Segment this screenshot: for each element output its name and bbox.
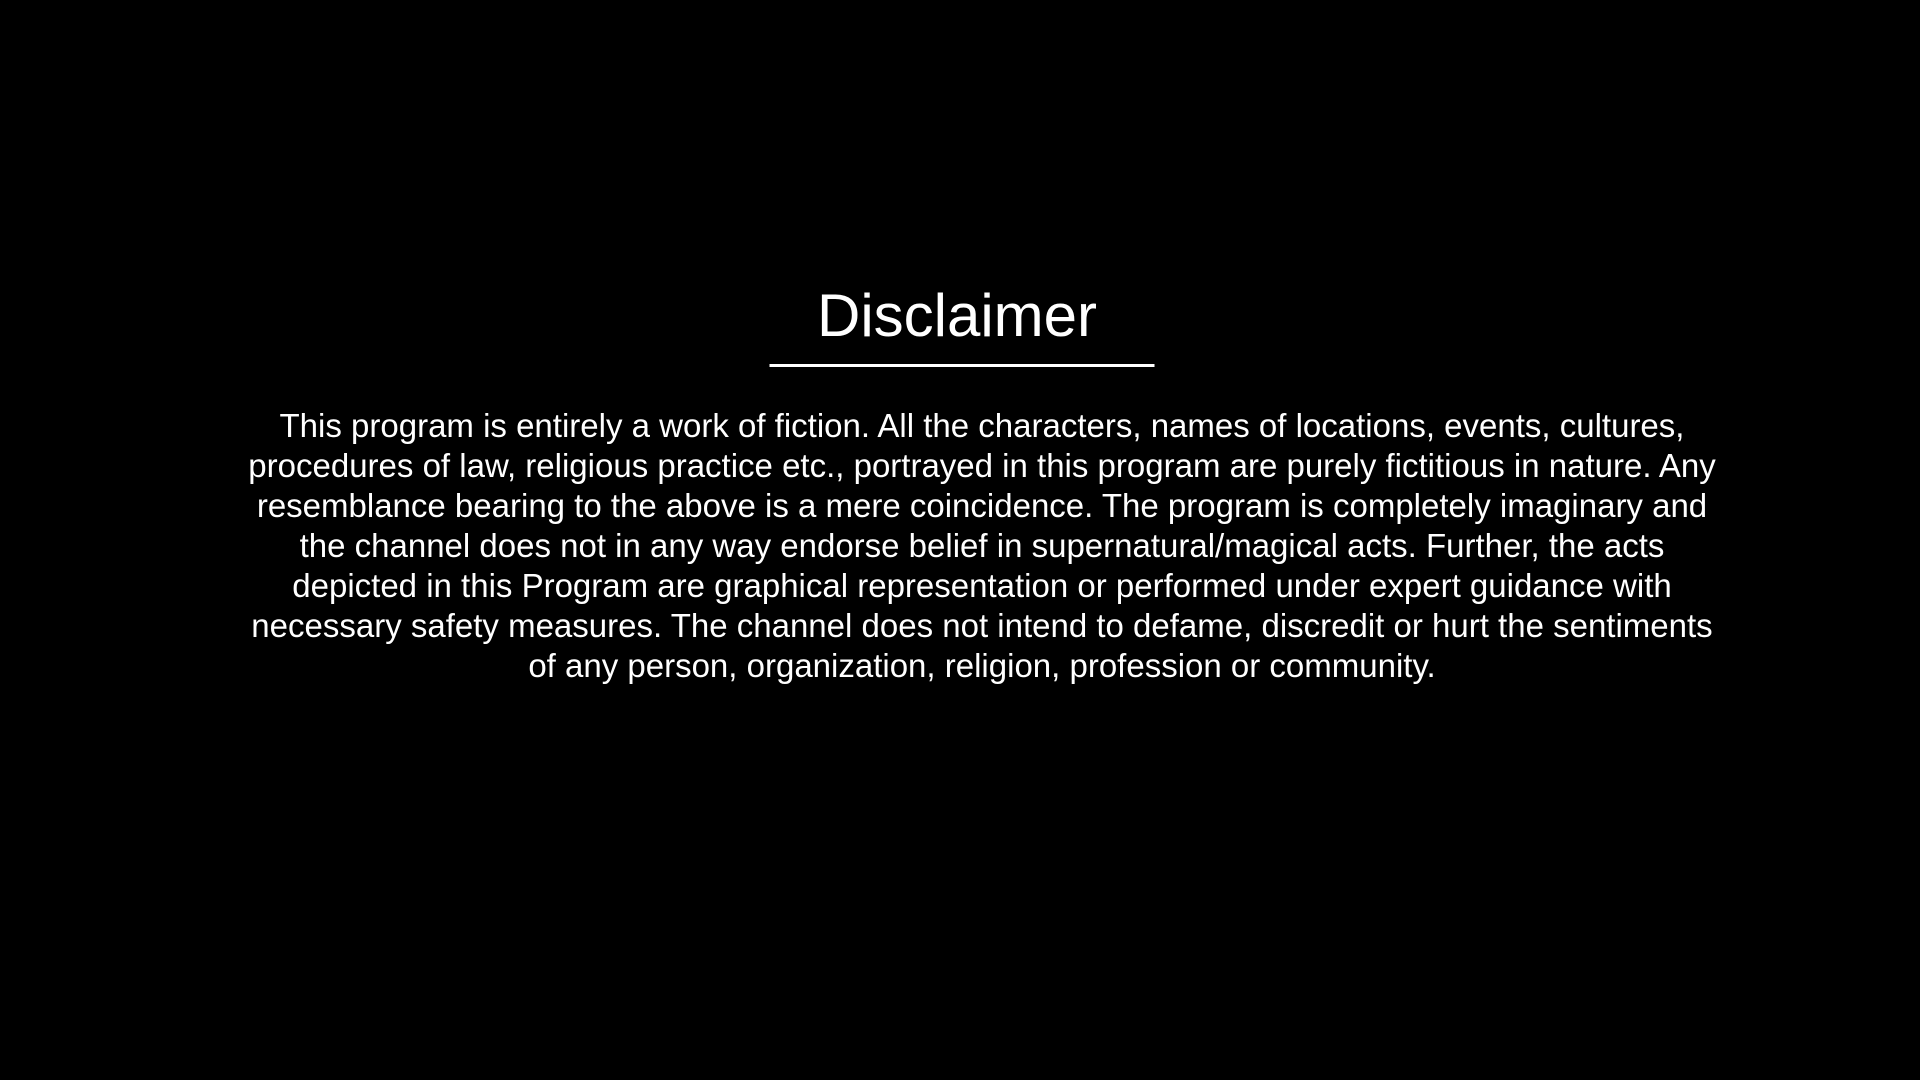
disclaimer-line: of any person, organization, religion, profession or community. xyxy=(528,647,1436,684)
disclaimer-line: resemblance bearing to the above is a mere coincidence. The program is completely imaginary and xyxy=(256,487,1708,524)
disclaimer-line: This program is entirely a work of fiction. All the characters, names of locations, events, cultures, xyxy=(279,407,1685,444)
title-underline xyxy=(770,364,1155,367)
disclaimer-line: necessary safety measures. The channel does not intend to defame, discredit or hurt the sentiments xyxy=(251,607,1713,644)
disclaimer-line: the channel does not in any way endorse belief in supernatural/magical acts. Further, the acts xyxy=(299,527,1665,564)
disclaimer-line: depicted in this Program are graphical representation or performed under expert guidance with xyxy=(292,567,1672,604)
disclaimer-title: Disclaimer xyxy=(816,282,1098,349)
disclaimer-line: procedures of law, religious practice etc., portrayed in this program are purely fictitious in nature. Any xyxy=(248,447,1716,484)
disclaimer-body xyxy=(248,406,1715,686)
